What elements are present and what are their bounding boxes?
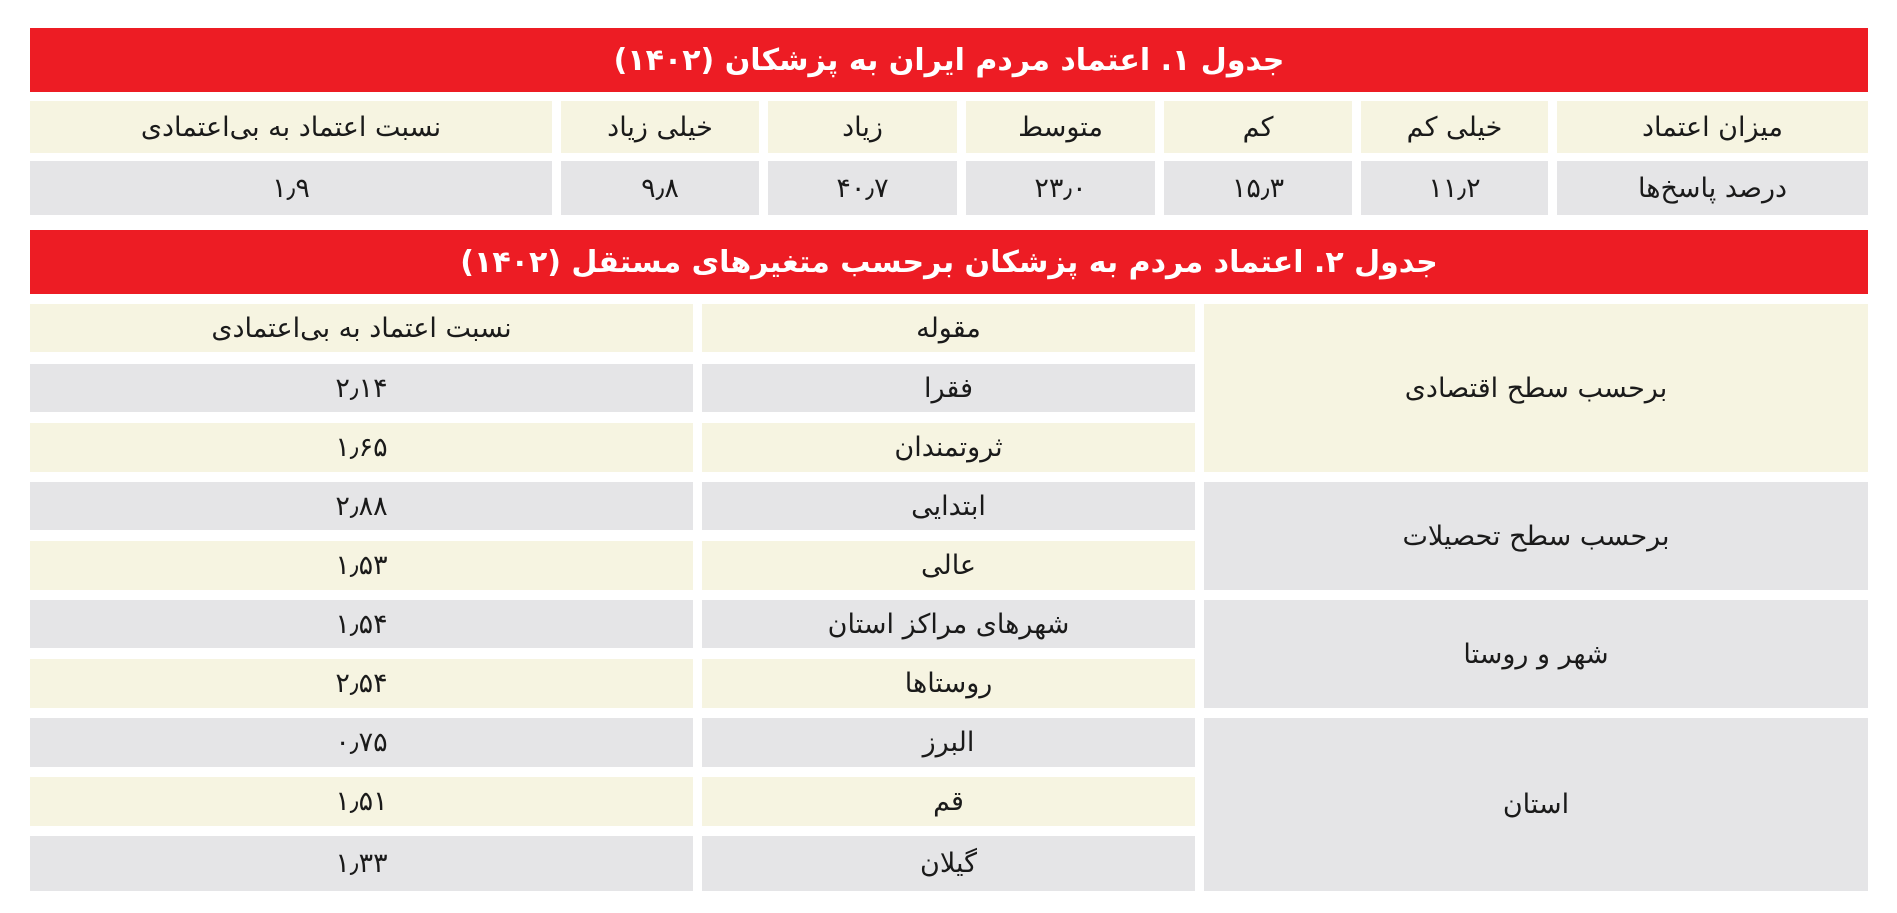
table2-ratio-rich: ۱٫۶۵ (30, 423, 693, 472)
table2-ratio-primary: ۲٫۸۸ (30, 482, 693, 530)
table1-header-high: زیاد (768, 101, 957, 153)
table2-ratio-gilan: ۱٫۳۳ (30, 836, 693, 891)
table2-title: جدول ۲. اعتماد مردم به پزشکان برحسب متغیرهای مستقل (۱۴۰۲) (30, 230, 1868, 294)
table1-header-medium: متوسط (966, 101, 1155, 153)
table1-row-label: درصد پاسخ‌ها (1557, 161, 1868, 215)
table2-ratio-provincial-centers: ۱٫۵۴ (30, 600, 693, 648)
table2-category-alborz: البرز (702, 718, 1195, 767)
table2-group-economic: برحسب سطح اقتصادی (1204, 304, 1868, 472)
table2-ratio-villages: ۲٫۵۴ (30, 659, 693, 708)
table1-header-trust-level: میزان اعتماد (1557, 101, 1868, 153)
table2-category-gilan: گیلان (702, 836, 1195, 891)
table2-category-villages: روستاها (702, 659, 1195, 708)
table2-group-urban-rural: شهر و روستا (1204, 600, 1868, 708)
table2-group-education: برحسب سطح تحصیلات (1204, 482, 1868, 590)
table2-ratio-qom: ۱٫۵۱ (30, 777, 693, 826)
table2-category-poor: فقرا (702, 364, 1195, 412)
table1-value-ratio: ۱٫۹ (30, 161, 552, 215)
table2-group-province: استان (1204, 718, 1868, 891)
table1-value-medium: ۲۳٫۰ (966, 161, 1155, 215)
table2-category-rich: ثروتمندان (702, 423, 1195, 472)
table2-ratio-higher: ۱٫۵۳ (30, 541, 693, 590)
table2-ratio-poor: ۲٫۱۴ (30, 364, 693, 412)
table1-header-ratio: نسبت اعتماد به بی‌اعتمادی (30, 101, 552, 153)
table2-category-provincial-centers: شهرهای مراکز استان (702, 600, 1195, 648)
table2-header-ratio: نسبت اعتماد به بی‌اعتمادی (30, 304, 693, 352)
table1-value-very-high: ۹٫۸ (561, 161, 759, 215)
table2-header-category: مقوله (702, 304, 1195, 352)
table1-value-low: ۱۵٫۳ (1164, 161, 1352, 215)
table2-category-primary: ابتدایی (702, 482, 1195, 530)
table1-header-low: کم (1164, 101, 1352, 153)
table2-category-qom: قم (702, 777, 1195, 826)
table1-title: جدول ۱. اعتماد مردم ایران به پزشکان (۱۴۰۲) (30, 28, 1868, 92)
table1-header-very-high: خیلی زیاد (561, 101, 759, 153)
table2-category-higher: عالی (702, 541, 1195, 590)
table1-value-very-low: ۱۱٫۲ (1361, 161, 1548, 215)
table1-header-very-low: خیلی کم (1361, 101, 1548, 153)
table1-value-high: ۴۰٫۷ (768, 161, 957, 215)
table2-ratio-alborz: ۰٫۷۵ (30, 718, 693, 767)
